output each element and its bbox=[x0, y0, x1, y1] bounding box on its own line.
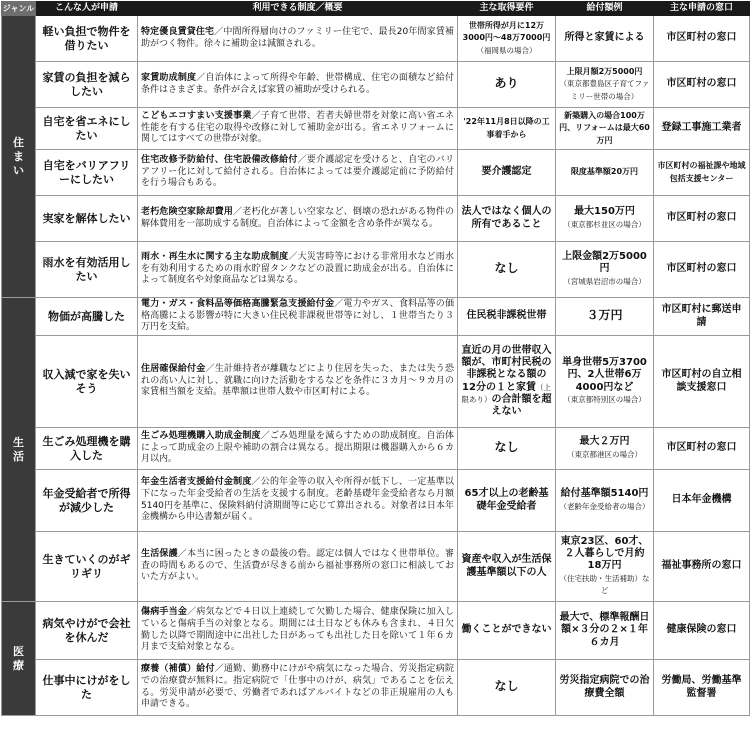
amount-text: ３万円 bbox=[586, 308, 623, 323]
requirement-cell bbox=[458, 336, 556, 428]
requirement-text: 65才以上の老齢基礎年金受給者 bbox=[464, 488, 549, 512]
amount-cell bbox=[556, 16, 654, 62]
requirement-text: 働くことができない bbox=[461, 624, 552, 636]
system-cell bbox=[138, 16, 458, 62]
window-cell: 日本年金機構 bbox=[654, 470, 750, 532]
requirement-tail: の合計額を超えない bbox=[491, 393, 552, 417]
window-cell: 市区町村の窓口 bbox=[654, 62, 750, 108]
amount-text: 新築購入の場合100万円、リフォームは最大60万円 bbox=[559, 111, 650, 145]
system-desc: ／公的年金等の収入や所得が低下し、一定基準以下になった年金受給者の生活を支援する制度。老齢基礎年金受給者なら月額5140円を基準に、保険料納付済期間等に応じて算出される。対象者は日本年金機構から申込書類が届く。 bbox=[141, 477, 454, 523]
system-name: 特定優良賃貸住宅 bbox=[141, 26, 215, 37]
header-amount: 給付額例 bbox=[556, 2, 654, 16]
who-cell: 実家を解体したい bbox=[36, 196, 138, 242]
window-cell: 市区町村の自立相談支援窓口 bbox=[654, 336, 750, 428]
table-row bbox=[2, 428, 750, 470]
amount-text: 最大150万円 bbox=[574, 206, 635, 218]
system-cell bbox=[138, 62, 458, 108]
system-cell bbox=[138, 532, 458, 602]
table-row bbox=[2, 242, 750, 298]
amount-note: （東京都杉並区の場合） bbox=[563, 219, 646, 229]
who-cell: 生きていくのがギリギリ bbox=[36, 532, 138, 602]
window-cell: 健康保険の窓口 bbox=[654, 602, 750, 660]
header-requirement: 主な取得要件 bbox=[458, 2, 556, 16]
requirement-text: '22年11月8日以降の工事着手から bbox=[463, 117, 550, 139]
who-cell: 物価が高騰した bbox=[36, 298, 138, 336]
genre-housing: 住まい bbox=[2, 16, 36, 298]
requirement-cell bbox=[458, 62, 556, 108]
amount-note: （東京都豊島区子育てファミリー世帯の場合） bbox=[559, 79, 650, 101]
header-row bbox=[2, 2, 750, 16]
table-row bbox=[2, 108, 750, 150]
table-row bbox=[2, 602, 750, 660]
window-cell: 市区町村の窓口 bbox=[654, 196, 750, 242]
system-name: 傷病手当金 bbox=[141, 607, 188, 618]
system-desc: ／自治体によって所得や年齢、世帯構成、住宅の面積など給付条件はさまざま。条件が合えば家賃の補助が受けられる。 bbox=[141, 72, 454, 95]
amount-cell bbox=[556, 602, 654, 660]
requirement-text: 住民税非課税世帯 bbox=[466, 310, 547, 322]
header-system: 利用できる制度／概要 bbox=[138, 2, 458, 16]
amount-cell bbox=[556, 242, 654, 298]
amount-text: 労災指定病院での治療費全額 bbox=[559, 675, 650, 699]
system-cell bbox=[138, 298, 458, 336]
system-name: 老朽危険空家除却費用 bbox=[141, 206, 234, 217]
requirement-cell bbox=[458, 532, 556, 602]
amount-cell bbox=[556, 660, 654, 716]
system-cell bbox=[138, 242, 458, 298]
table-row bbox=[2, 660, 750, 716]
window-cell: 市区町村の窓口 bbox=[654, 16, 750, 62]
window-cell: 市区町村の窓口 bbox=[654, 242, 750, 298]
system-desc: ／本当に困ったときの最後の砦。認定は個人ではなく世帯単位。審査の時間もあるので、生活費が尽きる前から福祉事務所の窓口に相談しておいた方がよい。 bbox=[141, 549, 454, 583]
amount-cell bbox=[556, 108, 654, 150]
who-cell: 生ごみ処理機を購入した bbox=[36, 428, 138, 470]
amount-cell bbox=[556, 196, 654, 242]
system-name: 生活保護 bbox=[141, 549, 178, 560]
window-cell: 福祉事務所の窓口 bbox=[654, 532, 750, 602]
amount-cell bbox=[556, 62, 654, 108]
who-cell: 雨水を有効活用したい bbox=[36, 242, 138, 298]
amount-note: （宮城県岩沼市の場合） bbox=[563, 276, 646, 286]
requirement-cell bbox=[458, 108, 556, 150]
table-row bbox=[2, 150, 750, 196]
genre-living: 生活 bbox=[2, 298, 36, 602]
header-genre: ジャンル bbox=[2, 2, 36, 16]
who-cell: 仕事中にけがをした bbox=[36, 660, 138, 716]
requirement-text: あり bbox=[494, 76, 519, 91]
amount-cell bbox=[556, 470, 654, 532]
system-desc: ／要介護認定を受けると、自宅のバリアフリー化に対して給付される。自治体によっては要介護認定前に予防給付を行う場合もある。 bbox=[141, 155, 454, 189]
amount-cell bbox=[556, 428, 654, 470]
amount-text: 上限月額2万5000円 bbox=[566, 67, 643, 77]
who-cell: 年金受給者で所得が減少した bbox=[36, 470, 138, 532]
system-name: 療養（補償）給付 bbox=[141, 664, 215, 675]
table-row bbox=[2, 62, 750, 108]
header-who: こんな人が申請 bbox=[36, 2, 138, 16]
who-cell: 軽い負担で物件を借りたい bbox=[36, 16, 138, 62]
requirement-text: 法人ではなく個人の所有であること bbox=[461, 206, 552, 230]
system-cell bbox=[138, 336, 458, 428]
table-row bbox=[2, 336, 750, 428]
system-name: 住居確保給付金 bbox=[141, 364, 206, 375]
window-cell: 市区町村に郵送申請 bbox=[654, 298, 750, 336]
system-desc: ／生計維持者が離職などにより住居を失った、または失う恐れの高い人に対し、就職に向けた活動をするなどを条件に３カ月～９カ月の家賃相当額を支給。基準額は世帯人数や市区町村による。 bbox=[141, 364, 454, 398]
amount-note: （住宅扶助・生活補助）など bbox=[559, 573, 650, 595]
system-desc: ／中間所得層向けのファミリー住宅で、最長20年間家賃補助がつく物件。徐々に補助金は減額される。 bbox=[141, 26, 454, 49]
who-cell: 収入減で家を失いそう bbox=[36, 336, 138, 428]
amount-cell bbox=[556, 336, 654, 428]
requirement-note: （福岡県の場合） bbox=[476, 45, 537, 55]
requirement-text: なし bbox=[494, 440, 519, 455]
requirement-cell bbox=[458, 16, 556, 62]
requirement-cell bbox=[458, 470, 556, 532]
window-cell: 市区町村の窓口 bbox=[654, 428, 750, 470]
who-cell: 病気やけがで会社を休んだ bbox=[36, 602, 138, 660]
requirement-cell bbox=[458, 428, 556, 470]
amount-note: （東京都港区の場合） bbox=[567, 449, 642, 459]
system-cell bbox=[138, 150, 458, 196]
requirement-cell bbox=[458, 602, 556, 660]
requirement-cell bbox=[458, 242, 556, 298]
system-desc: ／ごみ処理量を減らすための助成制度。自治体によって助成金の上限や補助の割合は異なる。提出期限は機器購入から６カ月以内。 bbox=[141, 431, 454, 465]
amount-text: 給付基準額5140円 bbox=[560, 488, 649, 500]
requirement-cell bbox=[458, 150, 556, 196]
window-cell: 登録工事施工業者 bbox=[654, 108, 750, 150]
table-row bbox=[2, 532, 750, 602]
system-name: 年金生活者支援給付金制度 bbox=[141, 477, 252, 488]
system-desc: ／老朽化が著しい空家など、倒壊の恐れがある物件の解体費用を一部助成する制度。自治体によって金額を含め条件が異なる。 bbox=[141, 206, 454, 229]
requirement-cell bbox=[458, 196, 556, 242]
amount-text: 上限金額2万5000円 bbox=[562, 251, 647, 275]
who-cell: 自宅を省エネにしたい bbox=[36, 108, 138, 150]
requirement-text: なし bbox=[494, 679, 519, 694]
amount-note: （老齢年金受給者の場合） bbox=[559, 501, 650, 511]
system-desc: ／病気などで４日以上連続して欠勤した場合、健康保険に加入していると傷病手当の対象となる。期間には土日なども休みも含まれ、４日欠勤した以降で期間途中に出社した日があっても出社した日を除いて１年６カ月まで支給対象となる。 bbox=[141, 607, 454, 653]
system-cell bbox=[138, 196, 458, 242]
amount-cell bbox=[556, 298, 654, 336]
table-row bbox=[2, 470, 750, 532]
system-cell bbox=[138, 108, 458, 150]
subsidy-table bbox=[1, 1, 750, 716]
requirement-note: （上限あり） bbox=[461, 382, 551, 404]
table-row bbox=[2, 16, 750, 62]
genre-medical: 医療 bbox=[2, 602, 36, 716]
system-name: 家賃助成制度 bbox=[141, 72, 197, 83]
requirement-cell bbox=[458, 660, 556, 716]
system-cell bbox=[138, 470, 458, 532]
system-desc: ／電力やガス、食料品等の価格高騰による影響が特に大きい住民税非課税世帯等に対し、１世帯当たり３万円を支給。 bbox=[141, 299, 454, 333]
window-cell: 市区町村の福祉課や地域包括支援センター bbox=[654, 150, 750, 196]
system-desc: ／大災害時等における非常用水など雨水を有効利用するための雨水貯留タンクなどの設置に助成金が出る。自治体によって制度名や対象商品などは異なる。 bbox=[141, 252, 454, 286]
system-desc: ／子育て世帯、若者夫婦世帯を対象に高い省エネ性能を有する住宅の取得や改修に対して補助金が出る。省エネリフォームに関してはすべての世帯が対象。 bbox=[141, 111, 454, 145]
header-window: 主な申請の窓口 bbox=[654, 2, 750, 16]
requirement-text: 世帯所得が月に12万3000円～48万7000円 bbox=[462, 21, 551, 43]
system-name: 生ごみ処理機購入助成金制度 bbox=[141, 431, 261, 442]
requirement-text: 要介護認定 bbox=[481, 166, 532, 178]
who-cell: 自宅をバリアフリーにしたい bbox=[36, 150, 138, 196]
requirement-text: 直近の月の世帯収入額が、市町村民税の非課税となる額の12分の１と家賃 bbox=[461, 344, 552, 393]
requirement-cell bbox=[458, 298, 556, 336]
amount-cell bbox=[556, 532, 654, 602]
table-row bbox=[2, 196, 750, 242]
system-cell bbox=[138, 602, 458, 660]
system-desc: ／通勤、勤務中にけがや病気になった場合、労災指定病院での治療費が無料に。指定病院で「仕事中のけが、病気」であることを伝える。労災申請が必要で、労働者であればアルバイトなどの非正規雇用の人も申請できる。 bbox=[141, 664, 454, 710]
table-row bbox=[2, 298, 750, 336]
amount-text: 東京23区、60才、２人暮らしで月約18万円 bbox=[560, 535, 649, 572]
system-name: 住宅改修予防給付、住宅設備改修給付 bbox=[141, 155, 298, 166]
amount-text: 所得と家賃による bbox=[564, 32, 645, 44]
system-name: 雨水・再生水に関する主な助成制度 bbox=[141, 252, 289, 263]
window-cell: 労働局、労働基準監督署 bbox=[654, 660, 750, 716]
amount-text: 限度基準額20万円 bbox=[570, 167, 639, 177]
system-cell bbox=[138, 660, 458, 716]
amount-note: （東京都特別区の場合） bbox=[563, 394, 646, 404]
system-name: 電力・ガス・食料品等価格高騰緊急支援給付金 bbox=[141, 299, 335, 310]
amount-cell bbox=[556, 150, 654, 196]
amount-text: 単身世帯5万3700円、2人世帯6万4000円など bbox=[562, 357, 647, 393]
amount-text: 最大２万円 bbox=[579, 436, 630, 448]
requirement-text: なし bbox=[494, 261, 519, 276]
requirement-text: 資産や収入が生活保護基準額以下の人 bbox=[461, 554, 552, 578]
who-cell: 家賃の負担を減らしたい bbox=[36, 62, 138, 108]
system-name: こどもエコすまい支援事業 bbox=[141, 111, 252, 122]
system-cell bbox=[138, 428, 458, 470]
amount-text: 最大で、標準報酬日額×３分の２×１年６カ月 bbox=[559, 612, 650, 648]
